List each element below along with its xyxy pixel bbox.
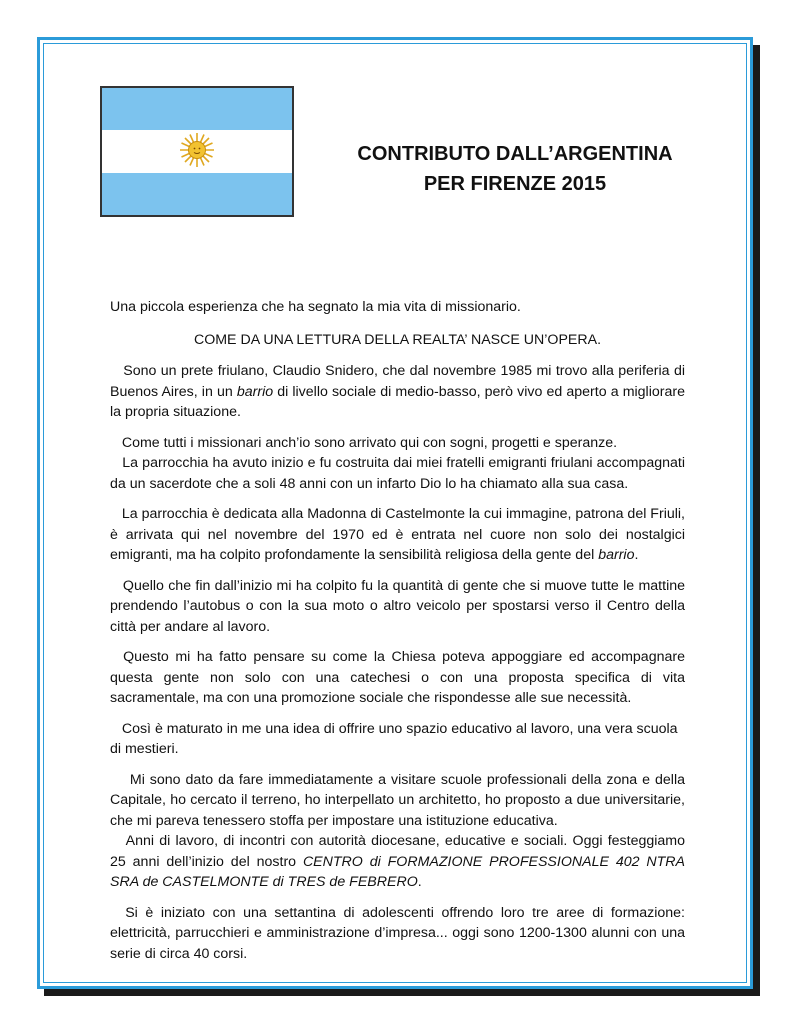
paragraph-2-text: Come tutti i missionari anch’io sono arrivato qui con sogni, progetti e speranze. xyxy=(121,434,618,451)
body-paragraphs xyxy=(110,361,685,964)
paragraph-9 xyxy=(110,831,685,893)
paragraph-8-text: Mi sono dato da fare immediatamente a visitare scuole professionali della zona e della Capitale, ho cercato il terreno, ho interpellato un architetto, ho proposto a due universitarie, che mi pareva tenessero stoffa per impostare una istituzione educativa. xyxy=(110,771,685,829)
paragraph-3 xyxy=(110,453,685,494)
document-title-line-2: PER FIRENZE 2015 xyxy=(423,173,607,195)
paragraph-4 xyxy=(110,504,685,566)
paragraph-4-part-a: La parrocchia è dedicata alla Madonna di Castelmonte la cui immagine, patrona del Friuli, è arrivata qui nel novembre del 1970 ed è entrata nel cuore non solo dei nostalgici emigranti, ma ha colpito profondamente la sensibilità religiosa della gente del xyxy=(110,506,685,563)
paragraph-1-part-a: Sono un prete friulano, Claudio Snidero, che dal novembre 1985 mi trovo alla periferia di Buenos Aires, in un xyxy=(110,363,686,400)
argentina-flag-icon xyxy=(100,86,294,217)
intro-line xyxy=(110,297,685,318)
intro-text: Una piccola esperienza che ha segnato la mia vita di missionario. xyxy=(110,299,521,315)
paragraph-6-text: Questo mi ha fatto pensare su come la Chiesa poteva appoggiare ed accompagnare questa gente non solo con una catechesi o con una proposta specifica di vita sacramentale, ma con una promozione sociale che rispondesse alle sue necessità. xyxy=(110,649,685,706)
paragraph-1-part-c: di livello sociale di medio-basso, però vivo ed aperto a migliorare la propria situazione. xyxy=(110,383,685,420)
paragraph-5-text: Quello che fin dall’inizio mi ha colpito fu la quantità di gente che si muove tutte le mattine prendendo l’autobus o con la sua moto o altro veicolo per spostarsi verso il Centro della città per andare al lavoro. xyxy=(110,577,685,635)
flag-bottom-stripe xyxy=(102,173,292,215)
paragraph-1-italic: barrio xyxy=(236,383,274,400)
paragraph-7-text: Così è maturato in me una idea di offrire uno spazio educativo al lavoro, una vera scuola di mestieri. xyxy=(110,720,678,757)
paragraph-3-text: La parrocchia ha avuto inizio e fu costruita dai miei fratelli emigranti friulani accompagnati da un sacerdote che a soli 48 anni con un infarto Dio lo ha chiamato alla sua casa. xyxy=(110,455,685,492)
paragraph-9-italic: CENTRO di FORMAZIONE PROFESSIONALE 402 NTRA SRA de CASTELMONTE di TRES de FEBRERO xyxy=(110,853,685,890)
paragraph-10 xyxy=(110,903,685,965)
paragraph-8 xyxy=(110,770,685,832)
document-title-line-1: CONTRIBUTO DALL’ARGENTINA xyxy=(357,143,673,165)
paragraph-1 xyxy=(110,361,685,423)
paragraph-6 xyxy=(110,647,685,709)
sun-of-may-icon xyxy=(179,132,215,168)
section-heading: COME DA UNA LETTURA DELLA REALTA’ NASCE UN’OPERA. xyxy=(193,332,602,348)
paragraph-4-italic: barrio xyxy=(598,547,635,563)
paragraph-9-part-c: . xyxy=(417,874,422,890)
flag-top-stripe xyxy=(102,88,292,130)
paragraph-2 xyxy=(110,433,685,454)
paragraph-9-part-a: Anni di lavoro, di incontri con autorità diocesane, educative e sociali. Oggi festeggiamo 25 anni dell’inizio del nostro xyxy=(110,833,686,870)
paragraph-4-part-c: . xyxy=(634,547,639,563)
paragraph-5 xyxy=(110,576,685,638)
paragraph-10-text: Si è iniziato con una settantina di adolescenti offrendo loro tre aree di formazione: elettricità, parrucchieri e amministrazione d’impresa... oggi sono 1200-1300 alunni con una serie di circa 40 corsi. xyxy=(110,904,685,962)
heading-block xyxy=(110,330,685,351)
paragraph-7 xyxy=(110,719,685,760)
